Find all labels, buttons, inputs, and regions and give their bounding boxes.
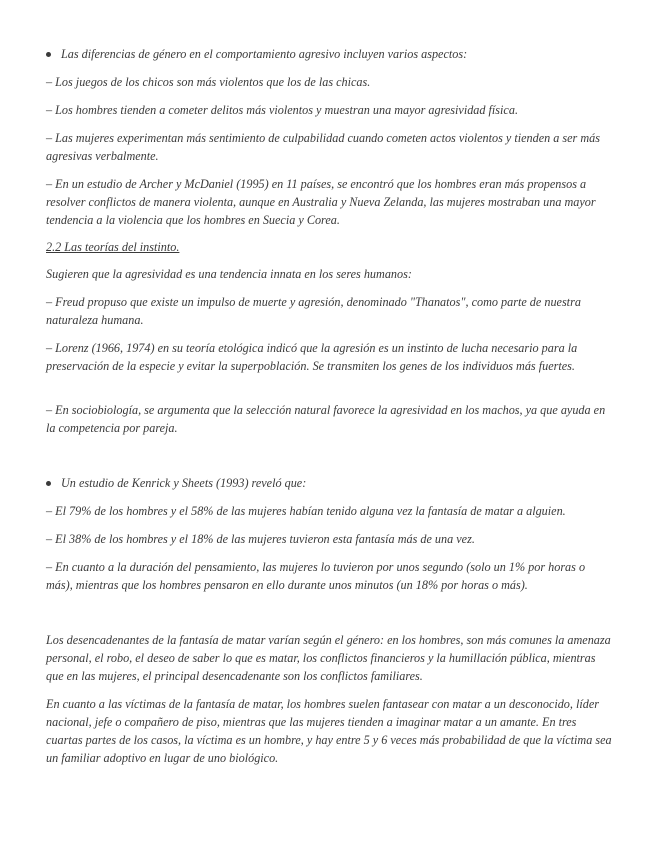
list-item: – El 79% de los hombres y el 58% de las mujeres habían tenido alguna vez la fantasía de matar a alguien. [46,504,566,518]
bullet-text: Un estudio de Kenrick y Sheets (1993) reveló que: [61,476,307,490]
bullet-gender-differences [46,45,614,63]
section-intro: Sugieren que la agresividad es una tendencia innata en los seres humanos: [46,267,412,281]
list-item: – En sociobiología, se argumenta que la selección natural favorece la agresividad en los machos, ya que ayuda en la competencia por pareja. [46,403,606,435]
list-item: – En cuanto a la duración del pensamiento, las mujeres lo tuvieron por unos segundo (solo un 1% por horas o más), mientras que los hombres pensaron en ello durante unos minutos (un 18% por horas o más). [46,560,586,592]
list-item: – Los juegos de los chicos son más violentos que los de las chicas. [46,75,371,89]
list-item: – Freud propuso que existe un impulso de muerte y agresión, denominado "Thanatos", como parte de nuestra naturaleza humana. [46,295,581,327]
list-item: – Las mujeres experimentan más sentimiento de culpabilidad cuando cometen actos violentos y tienden a ser más agresivas verbalmente. [46,131,600,163]
bullet-text: Las diferencias de género en el comportamiento agresivo incluyen varios aspectos: [61,47,468,61]
list-item: – El 38% de los hombres y el 18% de las mujeres tuvieron esta fantasía más de una vez. [46,532,475,546]
bullet-kenrick-study [46,474,614,492]
paragraph: Los desencadenantes de la fantasía de matar varían según el género: en los hombres, son más comunes la amenaza personal, el robo, el deseo de saber lo que es matar, los conflictos financieros y la humillación pública, mientras que en las mujeres, el principal desencadenante son los conflictos familiares. [46,633,611,683]
list-item: – En un estudio de Archer y McDaniel (1995) en 11 países, se encontró que los hombres eran más propensos a resolver conflictos de manera violenta, aunque en Australia y Nueva Zelanda, las mujeres mostraban una mayor tendencia a la violencia que los hombres en Suecia y Corea. [46,177,596,227]
paragraph: En cuanto a las víctimas de la fantasía de matar, los hombres suelen fantasear con matar a un desconocido, líder nacional, jefe o compañero de piso, mientras que las mujeres tienden a imaginar matar a un amante. En tres cuartas partes de los casos, la víctima es un hombre, y hay entre 5 y 6 veces más probabilidad de que la víctima sea un familiar adoptivo en lugar de uno biológico. [46,697,612,765]
bullet-dot-icon [46,481,51,486]
section-heading: 2.2 Las teorías del instinto. [46,240,180,254]
list-item: – Los hombres tienden a cometer delitos más violentos y muestran una mayor agresividad física. [46,103,518,117]
bullet-dot-icon [46,52,51,57]
list-item: – Lorenz (1966, 1974) en su teoría etológica indicó que la agresión es un instinto de lucha necesario para la preservación de la especie y evitar la superpoblación. Se transmiten los genes de los individuos más fuertes. [46,341,578,373]
